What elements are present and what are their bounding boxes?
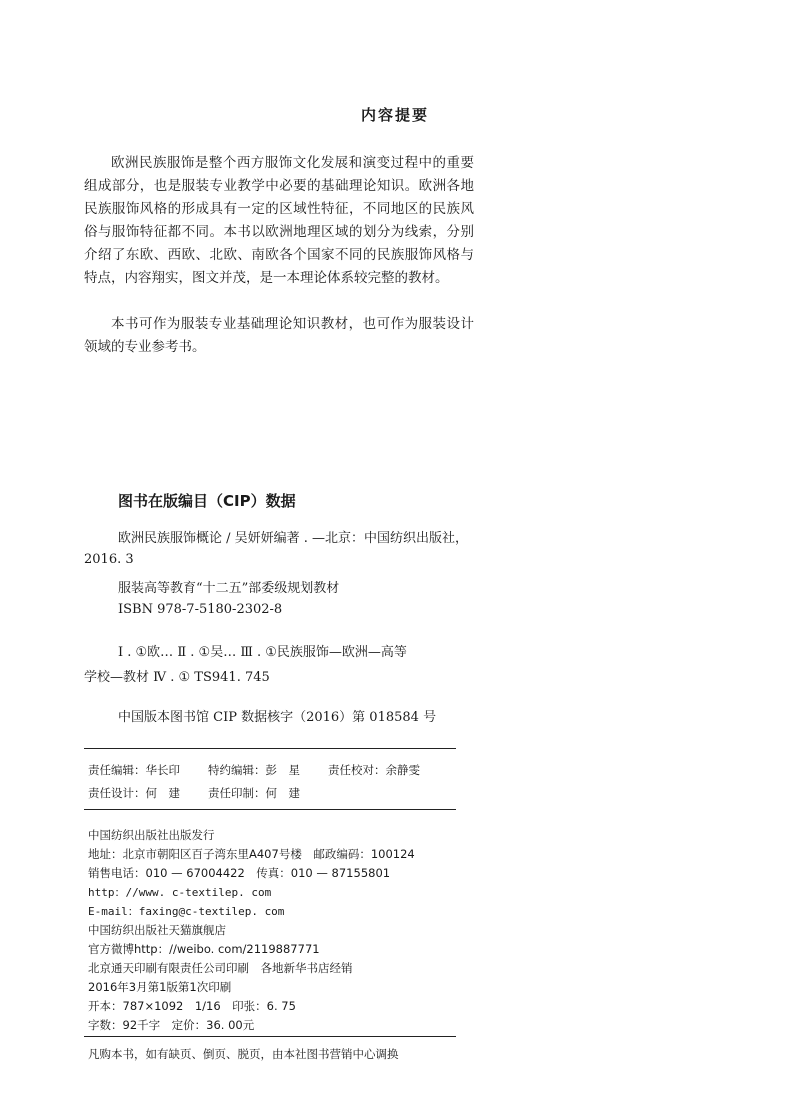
cip-isbn: ISBN 978-7-5180-2302-8: [118, 602, 283, 617]
footer-notice: 凡购本书，如有缺页、倒页、脱页，由本社图书营销中心调换: [88, 1047, 399, 1061]
summary-paragraph-1: 欧洲民族服饰是整个西方服饰文化发展和演变过程中的重要组成部分，也是服装专业教学中必要的基础理论知识。欧洲各地民族服饰风格的形成具有一定的区域性特征，不同地区的民族风俗与服饰特征都不同。本书以欧洲地理区域的划分为线索，分别介绍了东欧、西欧、北欧、南欧各个国家不同的民族服饰风格与特点，内容翔实，图文并茂，是一本理论体系较完整的教材。: [84, 155, 474, 286]
publisher-line: 字数：92千字 定价：36. 00元: [88, 1018, 255, 1032]
divider: [84, 809, 456, 810]
cip-title: 图书在版编目（CIP）数据: [118, 492, 296, 510]
publisher-email: E-mail：faxing@c-textilep. com: [88, 905, 285, 918]
publisher-weibo: 官方微博http：//weibo. com/2119887771: [88, 942, 320, 956]
staff-credit: 特约编辑：彭 星: [208, 763, 300, 777]
publisher-line: 开本：787×1092 1/16 印张：6. 75: [88, 999, 296, 1013]
cip-line: 学校—教材 Ⅳ . ① TS941. 745: [84, 670, 270, 685]
cip-line: Ⅰ . ①欧… Ⅱ . ①吴… Ⅲ . ①民族服饰—欧洲—高等: [118, 645, 407, 660]
divider: [84, 1036, 456, 1037]
summary-title: 内容提要: [360, 106, 429, 124]
summary-paragraph-2: 本书可作为服装专业基础理论知识教材，也可作为服装设计领域的专业参考书。: [84, 316, 474, 355]
publisher-line: 中国纺织出版社出版发行: [88, 828, 215, 842]
cip-record-number: 中国版本图书馆 CIP 数据核字（2016）第 018584 号: [118, 710, 437, 725]
publisher-website: http：//www. c-textilep. com: [88, 886, 272, 899]
publisher-line: 中国纺织出版社天猫旗舰店: [88, 923, 226, 937]
publisher-line: 2016年3月第1版第1次印刷: [88, 980, 232, 994]
cip-line: 2016. 3: [84, 552, 134, 567]
staff-credit: 责任校对：余静雯: [328, 763, 420, 777]
staff-credit: 责任编辑：华长印: [88, 763, 180, 777]
cip-line: 服装高等教育“十二五”部委级规划教材: [118, 581, 340, 596]
divider: [84, 748, 456, 749]
cip-line: 欧洲民族服饰概论 / 吴妍妍编著 . —北京：中国纺织出版社，: [118, 531, 469, 546]
publisher-line: 北京通天印刷有限责任公司印刷 各地新华书店经销: [88, 961, 353, 975]
publisher-address: 地址：北京市朝阳区百子湾东里A407号楼 邮政编码：100124: [88, 847, 415, 861]
publisher-phone: 销售电话：010 — 67004422 传真：010 — 87155801: [88, 866, 391, 880]
staff-credit: 责任设计：何 建: [88, 786, 180, 800]
staff-credit: 责任印制：何 建: [208, 786, 300, 800]
